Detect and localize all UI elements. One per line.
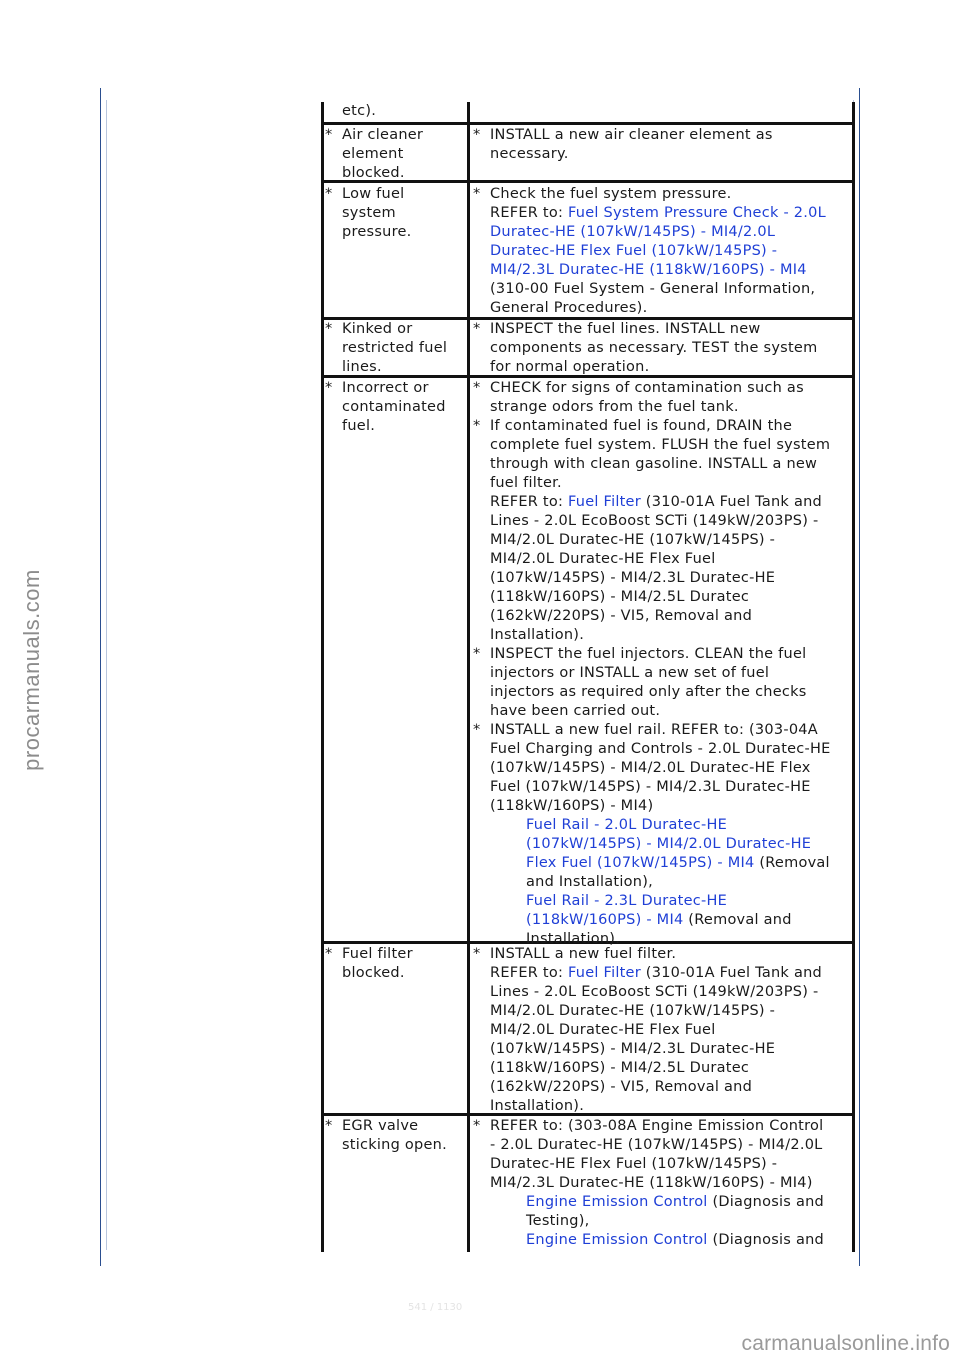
action-text: (107kW/145PS) - MI4/2.3L Duratec-HE [490,570,776,586]
action-text: MI4/2.0L Duratec-HE Flex Fuel [490,1022,716,1038]
cause-text: lines. [342,359,382,375]
fuel-filter-link[interactable]: Fuel Filter [567,965,641,981]
diagnosis-table [321,102,855,1252]
action-text: and Installation), [526,874,653,890]
action-text: (Removal and [683,912,792,928]
action-text: INSTALL a new fuel rail. REFER to: (303-04A [490,722,818,738]
fuel-system-pressure-check-link[interactable]: Duratec-HE (107kW/145PS) - MI4/2.0L [490,224,776,240]
cause-text: EGR valve [342,1118,419,1134]
cause-text: etc). [342,103,377,119]
engine-emission-control-link[interactable]: Engine Emission Control [526,1194,708,1210]
action-text: Fuel Charging and Controls - 2.0L Duratec-HE [490,741,831,757]
cause-text: blocked. [342,165,405,181]
action-text: have been carried out. [490,703,661,719]
action-text: Check the fuel system pressure. [490,186,732,202]
action-text: INSPECT the fuel lines. INSTALL new [490,321,761,337]
action-text: (Diagnosis and [707,1194,824,1210]
action-cell: * REFER to: (303-08A Engine Emission Control - 2.0L Duratec-HE (107kW/145PS) - MI4/2.0L Duratec-HE Flex Fuel (107kW/145PS) - MI4/2.3L Duratec-HE (118kW/160PS) - MI4) Engine Emission Control (Diagnosis and Testing), Engine Emission Control (Diagnosis and [473,1118,824,1248]
fuel-system-pressure-check-link[interactable]: Duratec-HE Flex Fuel (107kW/145PS) - [490,243,778,259]
action-cell: * INSPECT the fuel lines. INSTALL new components as necessary. TEST the system for normal operation. [473,321,818,375]
action-text: injectors or INSTALL a new set of fuel [490,665,770,681]
action-text: Lines - 2.0L EcoBoost SCTi (149kW/203PS) - [490,984,819,1000]
page-border-right [859,88,860,1266]
cause-cell: * Fuel filter blocked. [325,946,413,981]
refer-label: REFER to: [490,494,568,510]
cause-text: sticking open. [342,1137,447,1153]
fuel-system-pressure-check-link[interactable]: MI4/2.3L Duratec-HE (118kW/160PS) - MI4 [490,262,807,278]
action-text: (118kW/160PS) - MI4/2.5L Duratec [490,589,750,605]
fuel-rail-20l-link[interactable]: (107kW/145PS) - MI4/2.0L Duratec-HE [526,836,812,852]
engine-emission-control-link[interactable]: Engine Emission Control [526,1232,708,1248]
action-text: REFER to: (303-08A Engine Emission Control [490,1118,824,1134]
table-right-border [852,102,855,1252]
action-text: through with clean gasoline. INSTALL a new [490,456,818,472]
action-text: If contaminated fuel is found, DRAIN the [490,418,793,434]
page-number: 541 / 1130 [408,1302,463,1313]
cause-text: Kinked or [342,321,413,337]
cause-cell: * Incorrect or contaminated fuel. [325,380,446,434]
action-text: (Removal [754,855,830,871]
action-text: - 2.0L Duratec-HE (107kW/145PS) - MI4/2.0L [490,1137,823,1153]
footer-watermark: carmanualsonline.info [741,1332,950,1355]
action-cell: * CHECK for signs of contamination such as strange odors from the fuel tank. * If contaminated fuel is found, DRAIN the complete fuel system. FLUSH the fuel system through with clean gasoline. INSTALL a new fuel filter. REFER to: Fuel Filter (310-01A Fuel Tank and Lines - 2.0L EcoBoost SCTi (149kW/203PS) - MI4/2.0L Duratec-HE (107kW/145PS) - MI4/2.0L Duratec-HE Flex Fuel (107kW/145PS) - MI4/2.3L Duratec-HE (118kW/160PS) - MI4/2.5L Duratec (162kW/220PS) - VI5, Removal and Installation). * INSPECT the fuel injectors. CLEAN the fuel injectors or INSTALL a new set of fuel injectors as required only after the checks have been carried out. * INSTALL a new fuel rail. REFER to: (303-04A Fuel Charging and Controls - 2.0L Duratec-HE (107kW/145PS) - MI4/2.0L Duratec-HE Flex Fuel (107kW/145PS) - MI4/2.3L Duratec-HE (118kW/160PS) - MI4) Fuel Rail - 2.0L Duratec-HE (107kW/145PS) - MI4/2.0L Duratec-HE Flex Fuel (107kW/145PS) - MI4 (Removal and Installation), Fuel Rail - 2.3L Duratec-HE (118kW/160PS) - MI4 (Removal and Installation). [473,380,831,947]
cause-text: Fuel filter [342,946,413,962]
refer-label: REFER to: [490,205,568,221]
cause-text: Incorrect or [342,380,429,396]
cause-text: fuel. [342,418,376,434]
row-divider [321,122,855,125]
page-border-left [100,88,101,1266]
action-text: Testing), [526,1213,590,1229]
action-text: General Procedures). [490,300,648,316]
action-text: complete fuel system. FLUSH the fuel system [490,437,831,453]
action-text: (Diagnosis and [707,1232,824,1248]
cause-text: pressure. [342,224,412,240]
fuel-rail-20l-link[interactable]: Flex Fuel (107kW/145PS) - MI4 [526,855,755,871]
table-left-border [321,102,324,1252]
action-text: (310-00 Fuel System - General Information, [490,281,816,297]
cause-text: system [342,205,396,221]
cause-cell: * Kinked or restricted fuel lines. [325,321,448,375]
action-text: INSPECT the fuel injectors. CLEAN the fuel [490,646,807,662]
action-text: (118kW/160PS) - MI4/2.5L Duratec [490,1060,750,1076]
action-text: (162kW/220PS) - VI5, Removal and [490,608,753,624]
action-text: Duratec-HE Flex Fuel (107kW/145PS) - [490,1156,778,1172]
action-text: (162kW/220PS) - VI5, Removal and [490,1079,753,1095]
action-text: (118kW/160PS) - MI4) [490,798,654,814]
action-text: MI4/2.0L Duratec-HE (107kW/145PS) - [490,532,776,548]
action-text: fuel filter. [490,475,562,491]
action-text: INSTALL a new air cleaner element as [490,127,773,143]
cause-text: element [342,146,404,162]
action-text: CHECK for signs of contamination such as [490,380,804,396]
action-text: (107kW/145PS) - MI4/2.3L Duratec-HE [490,1041,776,1057]
action-text: injectors as required only after the checks [490,684,807,700]
action-text: strange odors from the fuel tank. [490,399,739,415]
action-text: components as necessary. TEST the system [490,340,818,356]
cause-cell: * Low fuel system pressure. [325,186,412,240]
action-text: (107kW/145PS) - MI4/2.0L Duratec-HE Flex [490,760,811,776]
cause-cell: * Air cleaner element blocked. [325,127,424,181]
fuel-rail-20l-link[interactable]: Fuel Rail - 2.0L Duratec-HE [526,817,728,833]
cause-cell: * EGR valve sticking open. [325,1118,447,1153]
action-text: Installation). [490,627,585,643]
fuel-system-pressure-check-link[interactable]: Fuel System Pressure Check - 2.0L [567,205,826,221]
action-text: MI4/2.3L Duratec-HE (118kW/160PS) - MI4) [490,1175,813,1191]
cause-text: Low fuel [342,186,405,202]
side-watermark: procarmanuals.com [19,569,44,771]
action-text: INSTALL a new fuel filter. [490,946,677,962]
action-text: Installation). [490,1098,585,1114]
table-row [325,102,376,121]
cause-text: blocked. [342,965,405,981]
action-text: for normal operation. [490,359,650,375]
action-text: (310-01A Fuel Tank and [640,965,822,981]
action-cell: * Check the fuel system pressure. REFER to: Fuel System Pressure Check - 2.0L Duratec-HE (107kW/145PS) - MI4/2.0L Duratec-HE Flex Fuel (107kW/145PS) - MI4/2.3L Duratec-HE (118kW/160PS) - MI4 (310-00 Fuel System - General Information, General Procedures). [473,186,826,316]
fuel-rail-23l-link[interactable]: Fuel Rail - 2.3L Duratec-HE [526,893,728,909]
table-column-divider [467,102,470,1252]
action-cell: * INSTALL a new fuel filter. REFER to: Fuel Filter (310-01A Fuel Tank and Lines - 2.0L EcoBoost SCTi (149kW/203PS) - MI4/2.0L Duratec-HE (107kW/145PS) - MI4/2.0L Duratec-HE Flex Fuel (107kW/145PS) - MI4/2.3L Duratec-HE (118kW/160PS) - MI4/2.5L Duratec (162kW/220PS) - VI5, Removal and Installation). [473,946,822,1114]
action-text: MI4/2.0L Duratec-HE Flex Fuel [490,551,716,567]
refer-label: REFER to: [490,965,568,981]
cause-text: restricted fuel [342,340,448,356]
cause-text: Air cleaner [342,127,424,143]
action-text: necessary. [490,146,569,162]
action-text: Fuel (107kW/145PS) - MI4/2.3L Duratec-HE [490,779,811,795]
cause-text: contaminated [342,399,446,415]
action-text: (310-01A Fuel Tank and [640,494,822,510]
page-border-left-inner [106,100,107,1250]
fuel-filter-link[interactable]: Fuel Filter [567,494,641,510]
fuel-rail-23l-link[interactable]: (118kW/160PS) - MI4 [526,912,684,928]
action-text: Lines - 2.0L EcoBoost SCTi (149kW/203PS) - [490,513,819,529]
action-text: Installation). [526,931,621,947]
action-cell: * INSTALL a new air cleaner element as necessary. [473,127,773,162]
action-text: MI4/2.0L Duratec-HE (107kW/145PS) - [490,1003,776,1019]
